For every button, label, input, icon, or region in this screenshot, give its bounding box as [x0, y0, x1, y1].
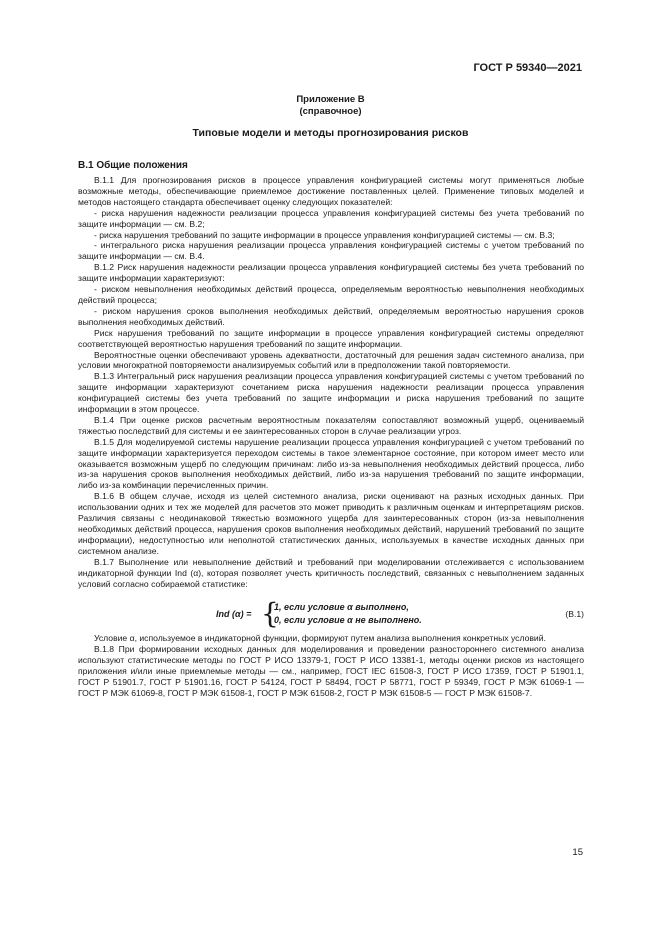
paragraph: Вероятностные оценки обеспечивают уровень адекватности, достаточный для решения задач системного анализа, при условии многократной повторяемости анализируемых событий или в предположении такой повторяемости.: [78, 349, 584, 371]
paragraph: В.1.8 При формировании исходных данных для моделирования и проведении разностороннего системного анализа используют статистические методы по ГОСТ Р ИСО 13379-1, ГОСТ Р ИСО 13381-1, методы оценки рисков из настоящего приложения и/или иные приемлемые методы — см., например, ГОСТ IEC 61508-3, ГОСТ Р ИСО 17359, ГОСТ Р 51901.1, ГОСТ Р 51901.7, ГОСТ Р 51901.16, ГОСТ Р 54124, ГОСТ Р 58494, ГОСТ Р 58771, ГОСТ Р 59349, ГОСТ Р МЭК 61069-1 — ГОСТ Р МЭК 61069-8, ГОСТ Р МЭК 61508-1, ГОСТ Р МЭК 61508-2, ГОСТ Р МЭК 61508-5 — ГОСТ Р МЭК 61508-7.: [78, 644, 584, 698]
paragraph: В.1.5 Для моделируемой системы нарушение реализации процесса управления конфигурацией с учетом требований по защите информации характеризуется переходом системы в такое элементарное состояние, при котором имеет место или оказывается возможным ущерб по следующим причинам: либо из-за невыполнения необходимых действий процесса, либо из-за нарушения сроков выполнения необходимых действий, либо из-за нарушения требований по защите информации, либо из-за комбинации перечисленных причин.: [78, 436, 584, 491]
formula-number: (В.1): [565, 609, 584, 620]
annex-subtitle: (справочное): [299, 106, 362, 117]
formula-brace: {: [261, 597, 279, 631]
section-title: В.1 Общие положения: [78, 160, 188, 171]
list-item: - интегрального риска нарушения реализации процесса управления конфигурацией системы с учетом требований по защите информации — см. В.4.: [78, 240, 584, 262]
list-item: - риска нарушения надежности реализации процесса управления конфигурацией системы без учета требований по защите информации — см. В.2;: [78, 207, 584, 229]
paragraph: Риск нарушения требований по защите информации в процессе управления конфигурацией системы определяют соответствующей вероятностью нарушения требований по защите информации.: [78, 327, 584, 349]
formula-case-true: 1, если условие α выполнено,: [274, 602, 409, 613]
list-item: - риском нарушения сроков выполнения необходимых действий, определяемым вероятностью нарушения сроков выполнения необходимых действий.: [78, 305, 584, 327]
formula-lhs: Ind (α) =: [216, 609, 252, 620]
standard-code: ГОСТ Р 59340—2021: [473, 62, 582, 74]
paragraph: Условие α, используемое в индикаторной функции, формируют путем анализа выполнения конкретных условий.: [94, 633, 546, 644]
paragraph: В.1.2 Риск нарушения надежности реализации процесса управления конфигурацией системы без учета требований по защите информации характеризуют:: [78, 262, 584, 284]
annex-name: Типовые модели и методы прогнозирования рисков: [192, 127, 469, 139]
formula-b1: [78, 599, 584, 629]
list-item: - риском невыполнения необходимых действий процесса, определяемым вероятностью невыполнения необходимых действий процесса;: [78, 284, 584, 305]
paragraph: В.1.1 Для прогнозирования рисков в процессе управления конфигурацией системы могут применяться любые возможные методы, обеспечивающие приемлемое достижение поставленных целей. Применение типовых моделей и методов настоящего стандарта обеспечивает оценку следующих показателей:: [78, 175, 584, 207]
annex-title: Приложение В: [296, 94, 365, 105]
page-number: 15: [572, 847, 583, 858]
list-item: - риска нарушения требований по защите информации в процессе управления конфигурацией системы — см. В.3;: [94, 229, 555, 240]
paragraph: В.1.6 В общем случае, исходя из целей системного анализа, риски оценивают на разных исходных данных. При использовании одних и тех же моделей для расчетов это может приводить к различным оценкам и интерпретациям рисков. Различия связаны с неодинаковой тяжестью возможного ущерба для заинтересованных сторон (из-за невыполнения необходимых действий процесса, нарушения сроков выполнения необходимых действий, нарушений требований по защите информации), недоступностью или неполнотой статистических данных, используемых в качестве исходных данных при системном анализе.: [78, 491, 584, 556]
paragraph: В.1.3 Интегральный риск нарушения реализации процесса управления конфигурацией системы с учетом требований по защите информации характеризуют сочетанием риска нарушения надежности реализации процесса управления конфигурацией системы без учета требований по защите информации и риска нарушения требований по защите информации в этом процессе.: [78, 371, 584, 415]
body-text: [78, 175, 584, 699]
formula-case-false: 0, если условие α не выполнено.: [274, 615, 422, 626]
paragraph: В.1.7 Выполнение или невыполнение действий и требований при моделировании отслеживается с использованием индикаторной функции Ind (α), которая позволяет учесть критичность последствий, связанных с невыполнением заданных условий согласно собираемой статистике:: [78, 556, 584, 589]
paragraph: В.1.4 При оценке рисков расчетным вероятностным показателям сопоставляют возможный ущерб, оцениваемый тяжестью последствий для системы и ее заинтересованных сторон в случае реализации угроз.: [78, 414, 584, 436]
